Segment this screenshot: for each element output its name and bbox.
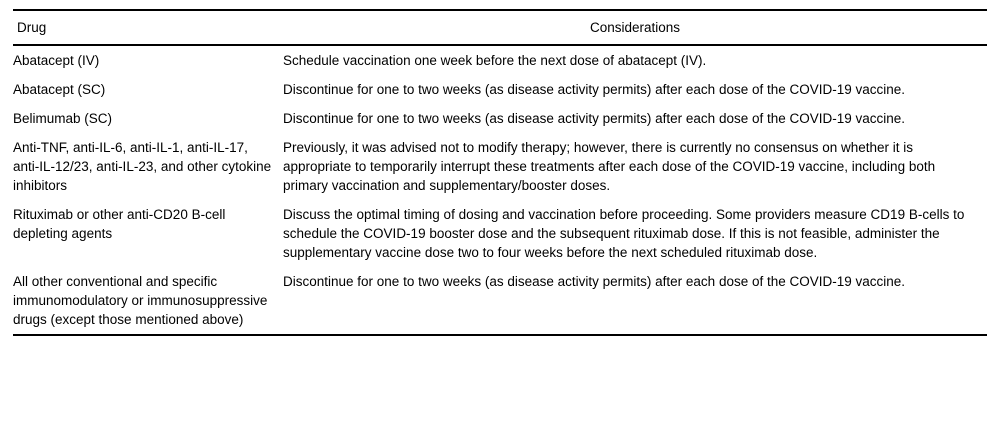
drug-cell: Abatacept (IV) — [13, 53, 100, 68]
table-row — [13, 267, 987, 335]
considerations-cell: Discontinue for one to two weeks (as disease activity permits) after each dose of the COVID-19 vaccine. — [283, 274, 906, 289]
considerations-cell: Schedule vaccination one week before the next dose of abatacept (IV). — [283, 53, 707, 68]
drug-considerations-table — [13, 9, 987, 336]
table-header-row — [13, 10, 987, 45]
table-header-drug: Drug — [13, 10, 283, 45]
considerations-cell: Discuss the optimal timing of dosing and vaccination before proceeding. Some providers measure CD19 B-cells to schedule the COVID-19 booster dose and the subsequent rituximab dose. If this is not feasible, administer the supplementary vaccine dose two to four weeks before the next scheduled rituximab dose. — [283, 207, 965, 260]
considerations-cell: Discontinue for one to two weeks (as disease activity permits) after each dose of the COVID-19 vaccine. — [283, 82, 906, 97]
drug-cell: All other conventional and specific immunomodulatory or immunosuppressive drugs (except those mentioned above) — [13, 274, 268, 327]
table-row — [13, 200, 987, 267]
drug-cell: Belimumab (SC) — [13, 111, 113, 126]
table-row — [13, 45, 987, 75]
table-row — [13, 75, 987, 104]
table-row — [13, 104, 987, 133]
drug-cell: Anti-TNF, anti-IL-6, anti-IL-1, anti-IL-17, anti-IL-12/23, anti-IL-23, and other cytokine inhibitors — [13, 140, 272, 193]
table-body — [13, 45, 987, 335]
drug-cell: Abatacept (SC) — [13, 82, 106, 97]
considerations-cell: Discontinue for one to two weeks (as disease activity permits) after each dose of the COVID-19 vaccine. — [283, 111, 906, 126]
table-header — [13, 10, 987, 45]
drug-cell: Rituximab or other anti-CD20 B-cell depleting agents — [13, 207, 226, 241]
considerations-cell: Previously, it was advised not to modify therapy; however, there is currently no consensus on whether it is appropriate to temporarily interrupt these treatments after each dose of the COVID-19 vaccine, including both primary vaccination and supplementary/booster doses. — [283, 140, 936, 193]
table-row — [13, 133, 987, 200]
table-header-considerations: Considerations — [283, 10, 987, 45]
